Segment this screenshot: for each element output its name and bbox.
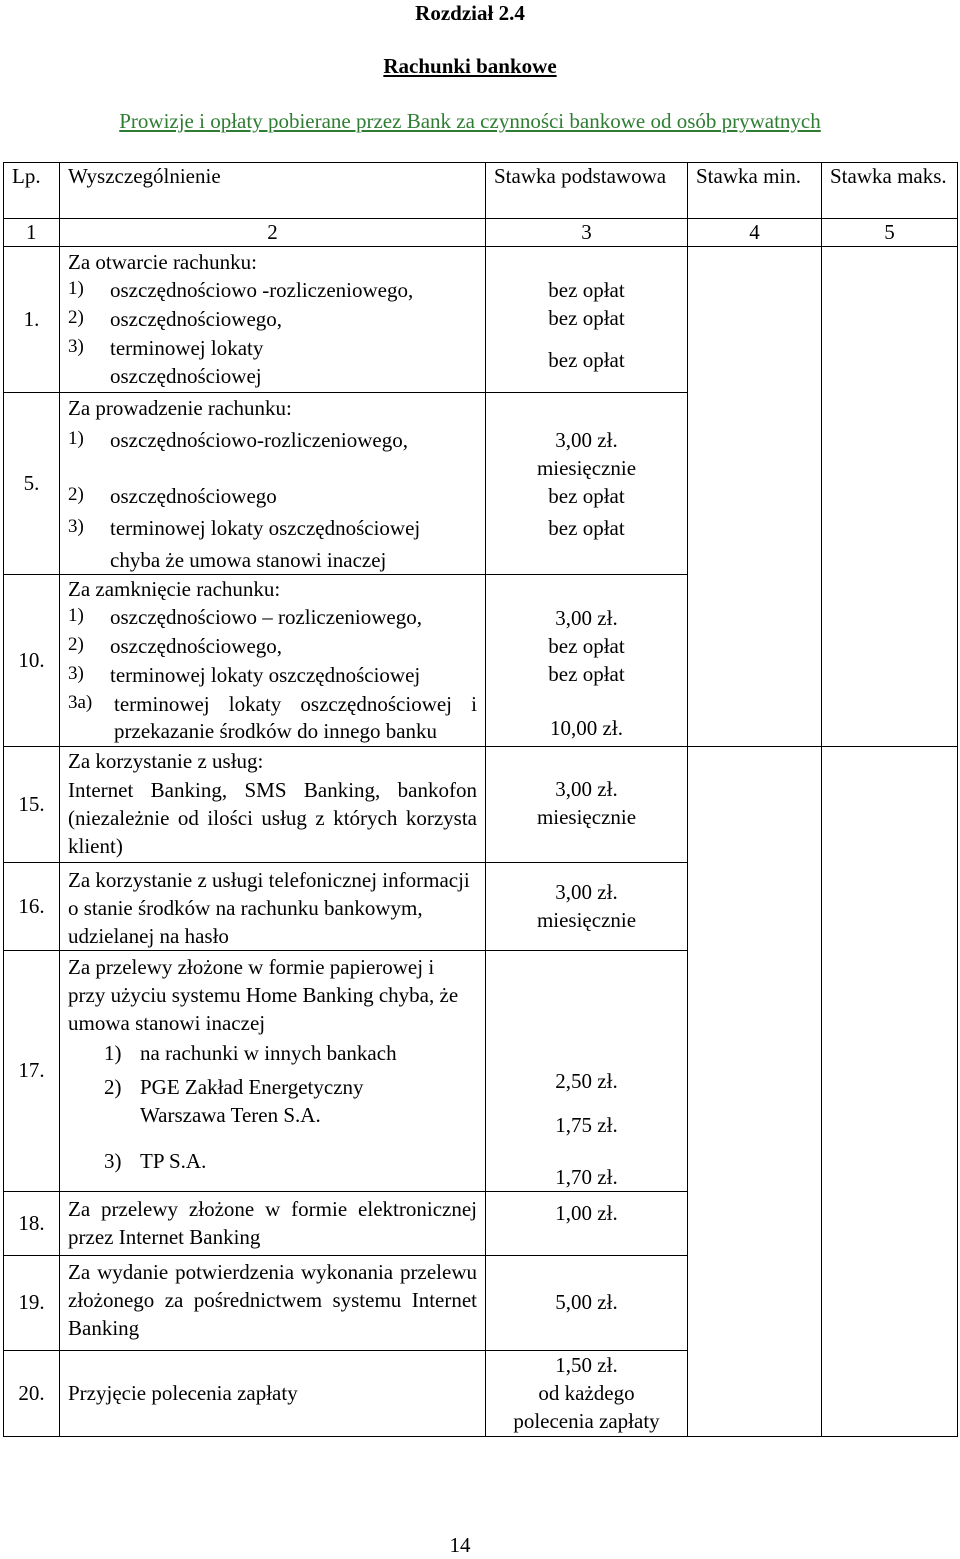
list-item: 1) oszczędnościowo -rozliczeniowego,	[68, 278, 414, 303]
row-number: 20.	[4, 1350, 60, 1436]
list-item: 3) terminowej lokaty oszczędnościowej	[68, 663, 421, 688]
col-number: 5	[822, 219, 958, 247]
base-rate: 5,00 zł.	[486, 1255, 688, 1350]
row-heading: Za prowadzenie rachunku:	[68, 395, 292, 420]
row-number: 10.	[4, 575, 60, 747]
row-description	[60, 247, 486, 393]
col-number: 4	[688, 219, 822, 247]
table-header-row	[4, 163, 958, 219]
chapter-heading: Rozdział 2.4	[415, 1, 525, 25]
list-item: 1) oszczędnościowo-rozliczeniowego,	[68, 427, 408, 452]
row-text: Internet Banking, SMS Banking, bankofon (niezależnie od ilości usług z których korzysta klient)	[68, 777, 477, 858]
min-rate	[688, 247, 822, 746]
row-description	[60, 1255, 486, 1350]
row-number: 18.	[4, 1191, 60, 1255]
section-title: Rachunki bankowe	[383, 54, 557, 78]
fees-table	[3, 162, 958, 1437]
max-rate	[822, 746, 958, 1436]
base-rate: 3,00 zł. miesięcznie bez opłat bez opłat	[486, 392, 688, 574]
row-text: Za korzystanie z usługi telefonicznej informacji o stanie środków na rachunku bankowym, udzielanej na hasło	[68, 867, 470, 948]
col-header-description: Wyszczególnienie	[60, 163, 486, 219]
list-item: 3) terminowej lokaty oszczędnościowej	[68, 515, 421, 540]
row-text: Za przelewy złożone w formie papierowej i przy użyciu systemu Home Banking chyba, że umowa stanowi inaczej	[68, 954, 459, 1035]
max-rate	[822, 247, 958, 746]
row-description	[60, 746, 486, 862]
list-item: 1) oszczędnościowo – rozliczeniowego,	[68, 605, 422, 630]
col-number: 3	[486, 219, 688, 247]
row-description	[60, 950, 486, 1191]
row-number: 17.	[4, 950, 60, 1191]
list-item: 2) PGE Zakład Energetyczny Warszawa Teren S.A.	[104, 1074, 364, 1127]
table-row	[4, 247, 958, 393]
table-row	[4, 746, 958, 862]
col-header-max-rate: Stawka maks.	[822, 163, 958, 219]
base-rate: 3,00 zł. miesięcznie	[486, 746, 688, 862]
base-rate: bez opłat bez opłat bez opłat	[486, 247, 688, 393]
base-rate: 3,00 zł. bez opłat bez opłat 10,00 zł.	[486, 575, 688, 747]
min-rate	[688, 746, 822, 1436]
base-rate: 1,50 zł. od każdego polecenia zapłaty	[486, 1350, 688, 1436]
row-text: Przyjęcie polecenia zapłaty	[68, 1380, 298, 1405]
row-description	[60, 1191, 486, 1255]
col-header-lp: Lp.	[4, 163, 60, 219]
row-text: Za przelewy złożone w formie elektronicznej przez Internet Banking	[68, 1196, 477, 1249]
row-text: Za wydanie potwierdzenia wykonania przelewu złożonego za pośrednictwem systemu Internet Banking	[68, 1259, 477, 1340]
base-rate: 2,50 zł. 1,75 zł. 1,70 zł.	[486, 950, 688, 1191]
list-item: 1) na rachunki w innych bankach	[104, 1040, 397, 1065]
row-number: 5.	[4, 392, 60, 574]
row-heading: Za zamknięcie rachunku:	[68, 577, 281, 602]
section-subtitle: Prowizje i opłaty pobierane przez Bank za czynności bankowe od osób prywatnych	[119, 109, 821, 133]
base-rate: 3,00 zł. miesięcznie	[486, 862, 688, 950]
row-number: 19.	[4, 1255, 60, 1350]
row-number: 15.	[4, 746, 60, 862]
list-item: 2) oszczędnościowego,	[68, 634, 283, 659]
col-header-min-rate: Stawka min.	[688, 163, 822, 219]
col-header-base-rate: Stawka podstawowa	[486, 163, 688, 219]
list-item: 2) oszczędnościowego,	[68, 307, 283, 332]
list-item: 3a) terminowej lokaty oszczędnościowej i przekazanie środków do innego banku	[68, 692, 477, 744]
base-rate: 1,00 zł.	[486, 1191, 688, 1255]
list-item: 3) TP S.A.	[104, 1148, 207, 1173]
page-number: 14	[449, 1533, 471, 1557]
col-number: 1	[4, 219, 60, 247]
row-note: chyba że umowa stanowi inaczej	[110, 547, 387, 572]
list-item: 3) terminowej lokaty oszczędnościowej	[68, 336, 264, 388]
row-description	[60, 862, 486, 950]
row-heading: Za korzystanie z usług:	[68, 748, 264, 773]
column-number-row	[4, 219, 958, 247]
row-heading: Za otwarcie rachunku:	[68, 250, 257, 275]
col-number: 2	[60, 219, 486, 247]
row-description	[60, 1350, 486, 1436]
row-number: 1.	[4, 247, 60, 393]
row-description	[60, 392, 486, 574]
row-number: 16.	[4, 862, 60, 950]
row-description	[60, 575, 486, 747]
list-item: 2) oszczędnościowego	[68, 483, 277, 508]
